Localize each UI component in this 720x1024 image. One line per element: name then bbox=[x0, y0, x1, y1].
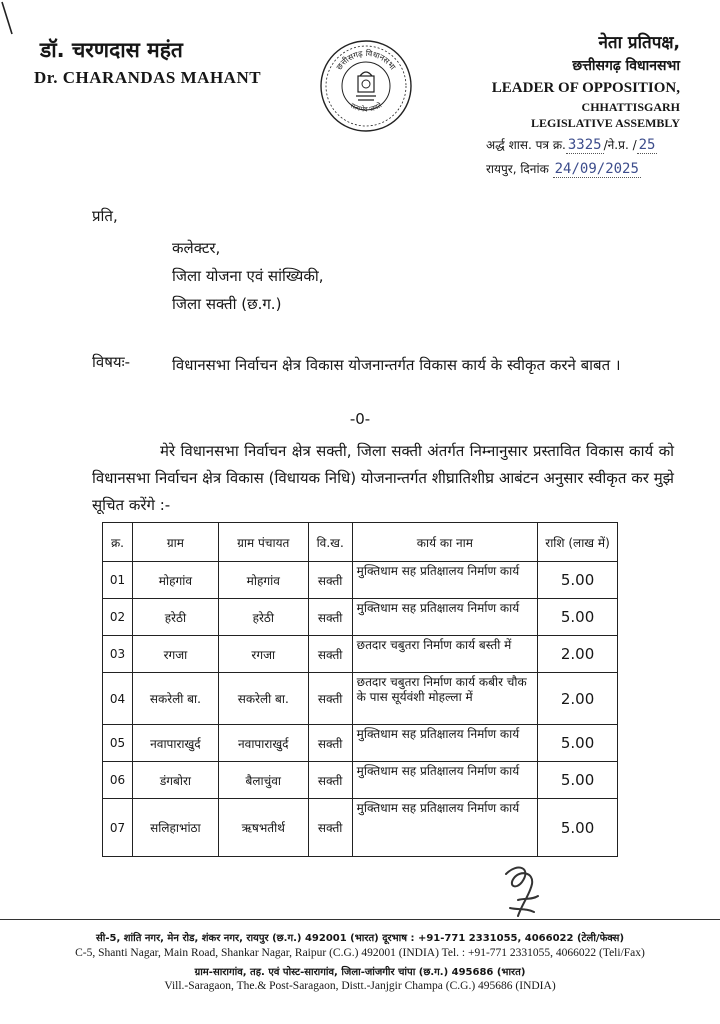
state-english: CHHATTISGARH bbox=[581, 100, 680, 114]
table-row bbox=[103, 562, 618, 599]
reference-number: 3325 bbox=[567, 137, 602, 153]
cell-block: सक्ती bbox=[308, 673, 352, 725]
cell-block: सक्ती bbox=[308, 799, 352, 857]
prati-label: प्रति, bbox=[92, 207, 118, 225]
table-row bbox=[103, 799, 618, 857]
cell-block: सक्ती bbox=[308, 725, 352, 762]
date-line bbox=[486, 160, 641, 177]
cell-village: सकरेली बा. bbox=[132, 673, 218, 725]
table-row bbox=[103, 762, 618, 799]
cell-village: डंगबोरा bbox=[132, 762, 218, 799]
table-row bbox=[103, 599, 618, 636]
cell-village: मोहगांव bbox=[132, 562, 218, 599]
cell-amount: 2.00 bbox=[538, 636, 618, 673]
cell-block: सक्ती bbox=[308, 562, 352, 599]
designation-english: LEADER OF OPPOSITION, bbox=[491, 80, 680, 96]
works-table bbox=[102, 522, 618, 857]
cell-block: सक्ती bbox=[308, 636, 352, 673]
table-row bbox=[103, 636, 618, 673]
cell-sno: 04 bbox=[103, 673, 133, 725]
header-panchayat: ग्राम पंचायत bbox=[218, 523, 308, 562]
sender-name-english: Dr. CHARANDAS MAHANT bbox=[34, 68, 262, 87]
date-label: रायपुर, दिनांक bbox=[486, 162, 549, 176]
table-row bbox=[103, 725, 618, 762]
cell-village: हरेठी bbox=[132, 599, 218, 636]
reference-suffix: /ने.प्र. / bbox=[603, 138, 637, 152]
assembly-seal-icon bbox=[318, 38, 414, 134]
signature-icon bbox=[488, 860, 552, 924]
cell-block: सक्ती bbox=[308, 762, 352, 799]
reference-label: अर्द्ध शास. पत्र क्र. bbox=[486, 138, 566, 152]
cell-sno: 03 bbox=[103, 636, 133, 673]
cell-sno: 07 bbox=[103, 799, 133, 857]
header-block: वि.ख. bbox=[308, 523, 352, 562]
cell-work: मुक्तिधाम सह प्रतिक्षालय निर्माण कार्य bbox=[352, 599, 537, 636]
cell-sno: 06 bbox=[103, 762, 133, 799]
header-village: ग्राम bbox=[132, 523, 218, 562]
subject-text: विधानसभा निर्वाचन क्षेत्र विकास योजनान्तर्गत विकास कार्य के स्वीकृत करने बाबत । bbox=[172, 356, 621, 374]
cell-panchayat: रगजा bbox=[218, 636, 308, 673]
cell-work: मुक्तिधाम सह प्रतिक्षालय निर्माण कार्य bbox=[352, 799, 537, 857]
cell-work: मुक्तिधाम सह प्रतिक्षालय निर्माण कार्य bbox=[352, 725, 537, 762]
recipient-line-1: कलेक्टर, bbox=[172, 239, 221, 257]
cell-village: रगजा bbox=[132, 636, 218, 673]
cell-block: सक्ती bbox=[308, 599, 352, 636]
footer-address-english: C-5, Shanti Nagar, Main Road, Shankar Nagar, Raipur (C.G.) 492001 (INDIA) Tel. : +91-771 2331055, 4066022 (Teli/Fax) bbox=[75, 947, 645, 959]
seal-text-top: छत्तीसगढ़ विधानसभा bbox=[334, 48, 398, 72]
cell-work: मुक्तिधाम सह प्रतिक्षालय निर्माण कार्य bbox=[352, 562, 537, 599]
body-paragraph: मेरे विधानसभा निर्वाचन क्षेत्र सक्ती, जिला सक्ती अंतर्गत निम्नानुसार प्रस्तावित विकास कार्य को विधानसभा निर्वाचन क्षेत्र विकास (विधायक निधि) योजनान्तर्गत शीघ्रातिशीघ्र आबंटन अनुसार स्वीकृत कर मुझे सूचित करेंगे :- bbox=[92, 442, 674, 514]
footer-village-english: Vill.-Saragaon, The.& Post-Saragaon, Distt.-Janjgir Champa (C.G.) 495686 (INDIA) bbox=[164, 980, 556, 992]
cell-village: नवापाराखुर्द bbox=[132, 725, 218, 762]
cell-panchayat: ऋषभतीर्थ bbox=[218, 799, 308, 857]
cell-panchayat: हरेठी bbox=[218, 599, 308, 636]
recipient-line-2: जिला योजना एवं सांख्यिकी, bbox=[172, 267, 324, 285]
svg-text:छत्तीसगढ़ विधानसभा bbox=[335, 48, 398, 72]
cell-work: छतदार चबुतरा निर्माण कार्य कबीर चौक के पास सूर्यवंशी मोहल्ला में bbox=[352, 673, 537, 725]
recipient-line-3: जिला सक्ती (छ.ग.) bbox=[172, 295, 282, 313]
footer-village-hindi: ग्राम-सारागांव, तह. एवं पोस्ट-सारागांव, जिला-जांजगीर चांपा (छ.ग.) 495686 (भारत) bbox=[194, 967, 526, 978]
cell-sno: 01 bbox=[103, 562, 133, 599]
assembly-hindi: छत्तीसगढ़ विधानसभा bbox=[572, 58, 680, 74]
reference-year: 25 bbox=[638, 137, 656, 153]
designation-hindi: नेता प्रतिपक्ष, bbox=[598, 33, 680, 53]
cell-work: मुक्तिधाम सह प्रतिक्षालय निर्माण कार्य bbox=[352, 762, 537, 799]
corner-mark bbox=[0, 0, 14, 38]
footer-divider bbox=[0, 919, 720, 920]
header-amount: राशि (लाख में) bbox=[538, 523, 618, 562]
footer-address-hindi: सी-5, शांति नगर, मेन रोड, शंकर नगर, रायपुर (छ.ग.) 492001 (भारत) दूरभाष : +91-771 2331055, 4066022 (टेली/फेक्स) bbox=[95, 933, 625, 944]
cell-panchayat: नवापाराखुर्द bbox=[218, 725, 308, 762]
table-header-row bbox=[103, 523, 618, 562]
cell-panchayat: बैलाचुंवा bbox=[218, 762, 308, 799]
cell-panchayat: मोहगांव bbox=[218, 562, 308, 599]
svg-text:सत्यमेव जयते bbox=[349, 100, 384, 114]
subject-label: विषयः- bbox=[92, 353, 131, 371]
cell-amount: 5.00 bbox=[538, 562, 618, 599]
seal-text-bottom: सत्यमेव जयते bbox=[348, 101, 384, 114]
cell-sno: 02 bbox=[103, 599, 133, 636]
cell-panchayat: सकरेली बा. bbox=[218, 673, 308, 725]
table-row bbox=[103, 673, 618, 725]
assembly-english: LEGISLATIVE ASSEMBLY bbox=[530, 116, 680, 130]
cell-sno: 05 bbox=[103, 725, 133, 762]
separator: -0- bbox=[349, 410, 371, 428]
reference-line bbox=[486, 136, 657, 153]
cell-amount: 2.00 bbox=[538, 673, 618, 725]
cell-amount: 5.00 bbox=[538, 799, 618, 857]
cell-amount: 5.00 bbox=[538, 725, 618, 762]
sender-name-hindi: डॉ. चरणदास महंत bbox=[40, 38, 183, 62]
date-value: 24/09/2025 bbox=[554, 161, 639, 177]
cell-amount: 5.00 bbox=[538, 762, 618, 799]
header-work: कार्य का नाम bbox=[352, 523, 537, 562]
cell-work: छतदार चबुतरा निर्माण कार्य बस्ती में bbox=[352, 636, 537, 673]
cell-amount: 5.00 bbox=[538, 599, 618, 636]
header-sno: क्र. bbox=[103, 523, 133, 562]
cell-village: सलिहाभांठा bbox=[132, 799, 218, 857]
